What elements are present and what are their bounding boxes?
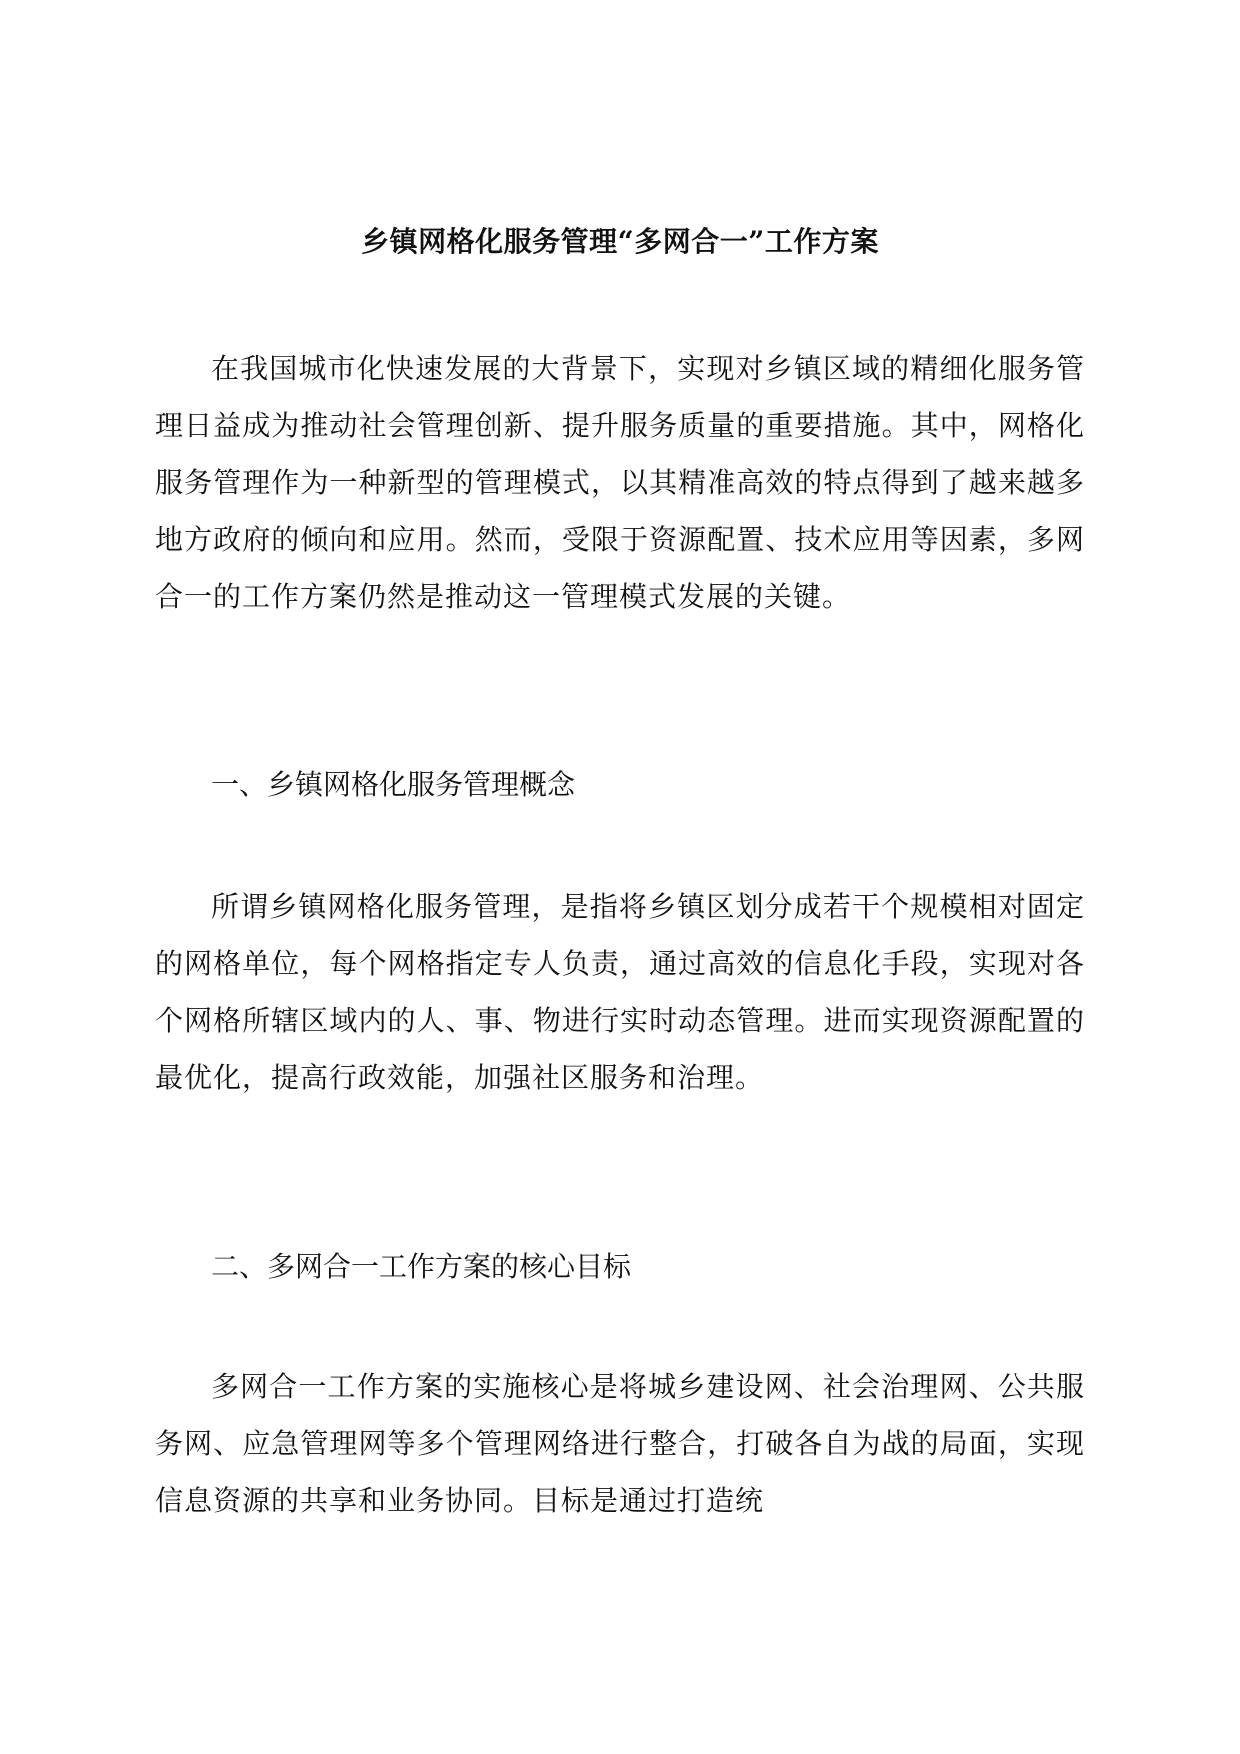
intro-paragraph: 在我国城市化快速发展的大背景下，实现对乡镇区域的精细化服务管理日益成为推动社会管理创新、提升服务质量的重要措施。其中，网格化服务管理作为一种新型的管理模式，以其精准高效的特点得到了越来越多地方政府的倾向和应用。然而，受限于资源配置、技术应用等因素，多网合一的工作方案仍然是推动这一管理模式发展的关键。 xyxy=(155,352,1085,613)
section-paragraph-core-goal: 多网合一工作方案的实施核心是将城乡建设网、社会治理网、公共服务网、应急管理网等多个管理网络进行整合，打破各自为战的局面，实现信息资源的共享和业务协同。目标是通过打造统 xyxy=(155,1370,1085,1517)
document-title: 乡镇网格化服务管理“多网合一”工作方案 xyxy=(361,225,879,258)
section-heading-core-goal: 二、多网合一工作方案的核心目标 xyxy=(211,1250,632,1283)
section-heading-concept: 一、乡镇网格化服务管理概念 xyxy=(211,768,576,801)
section-paragraph-concept: 所谓乡镇网格化服务管理，是指将乡镇区划分成若干个规模相对固定的网格单位，每个网格指定专人负责，通过高效的信息化手段，实现对各个网格所辖区域内的人、事、物进行实时动态管理。进而实现资源配置的最优化，提高行政效能，加强社区服务和治理。 xyxy=(155,890,1085,1094)
